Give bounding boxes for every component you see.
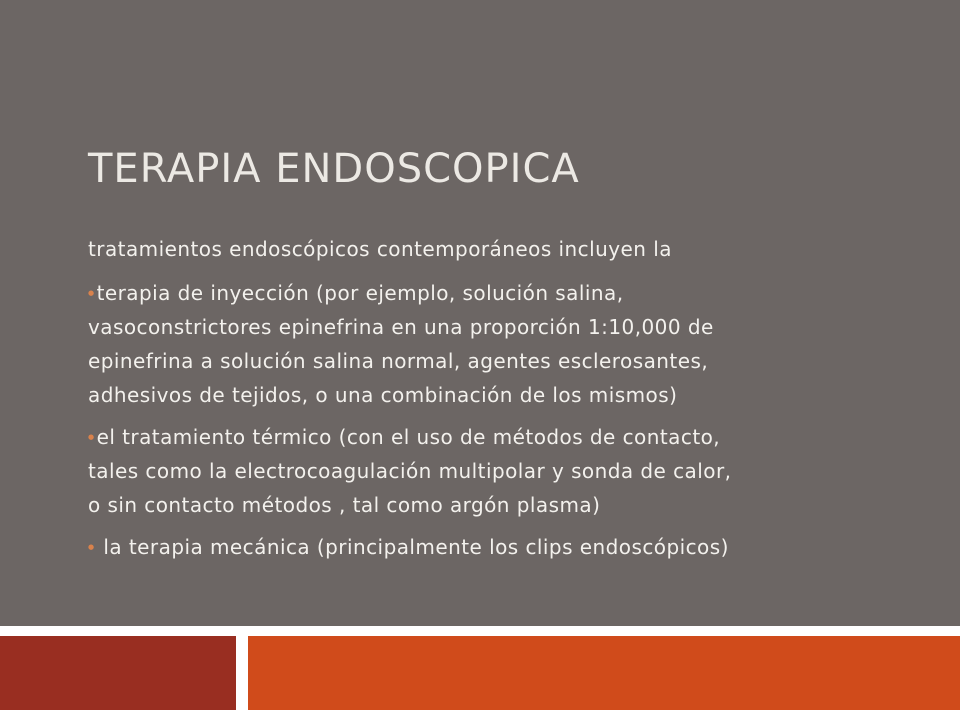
- bullet-line: el tratamiento térmico (con el uso de métodos de contacto,: [96, 425, 721, 449]
- bullet-icon: ●: [88, 543, 95, 551]
- bullet-line: epinefrina a solución salina normal, agentes esclerosantes,: [88, 349, 709, 373]
- bullet-item-injection: [88, 276, 888, 412]
- bullet-icon: ●: [88, 433, 95, 441]
- bullet-line: o sin contacto métodos , tal como argón plasma): [88, 493, 601, 517]
- bullet-line: tales como la electrocoagulación multipolar y sonda de calor,: [88, 459, 732, 483]
- slide-title: TERAPIA ENDOSCOPICA: [88, 146, 580, 192]
- bullet-line: terapia de inyección (por ejemplo, solución salina,: [96, 281, 624, 305]
- footer-accent-left: [0, 636, 236, 710]
- bullet-line: adhesivos de tejidos, o una combinación de los mismos): [88, 383, 678, 407]
- bullet-line: la terapia mecánica (principalmente los clips endoscópicos): [96, 535, 729, 559]
- footer-accent-right: [248, 636, 960, 710]
- bullet-item-mechanical: [88, 530, 888, 564]
- intro-text: tratamientos endoscópicos contemporáneos incluyen la: [88, 237, 672, 261]
- bullet-line: vasoconstrictores epinefrina en una proporción 1:10,000 de: [88, 315, 714, 339]
- bullet-item-thermal: [88, 420, 888, 522]
- bullet-icon: ●: [88, 289, 95, 297]
- slide-content: [88, 232, 888, 572]
